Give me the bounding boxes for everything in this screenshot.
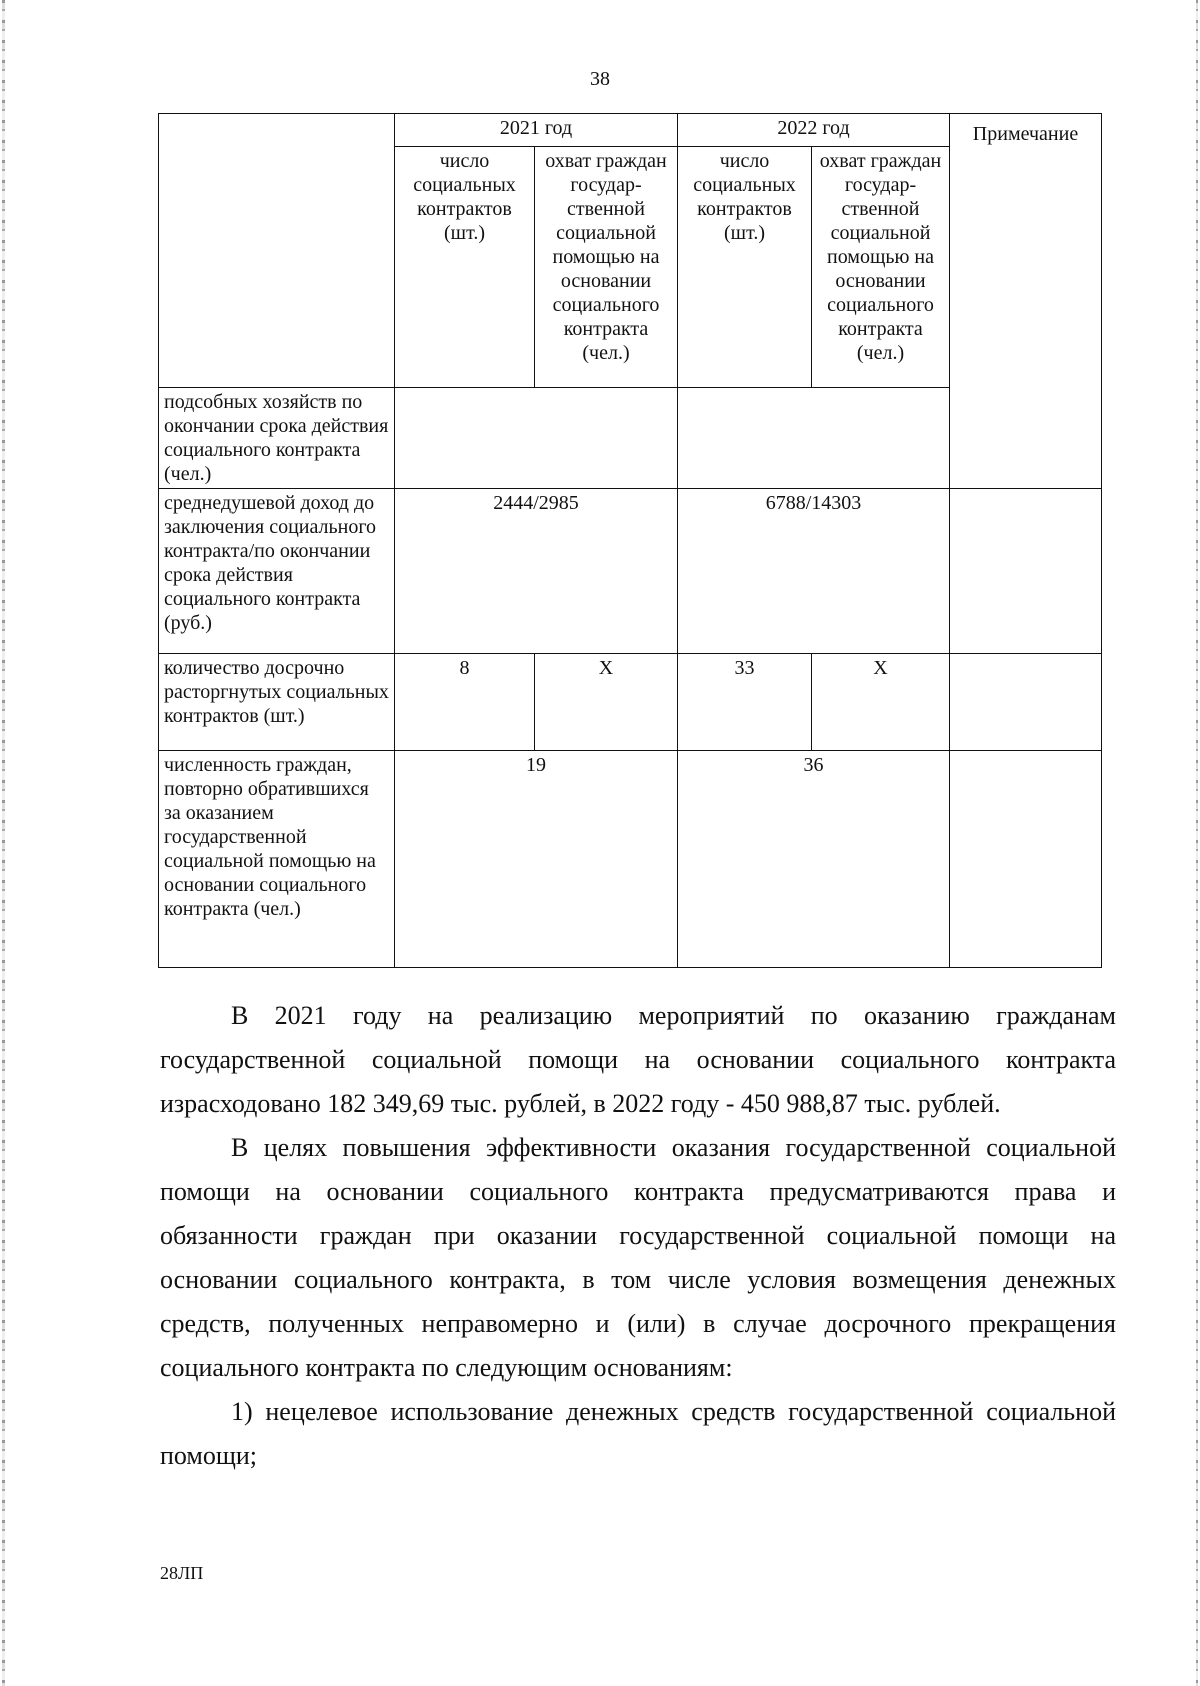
subheader-2021-count: число социальных контрактов (шт.)	[395, 147, 535, 388]
paragraph-rights: В целях повышения эффективности оказания государственной социальной помощи на основании социального контракта предусматриваются права и обязанности граждан при оказании государственной социальной помощи на основании социального контракта, в том числе условия возмещения денежных средств, полученных неправомерно и (или) в случае досрочного прекращения социального контракта по следующим основаниям:	[160, 1133, 1116, 1382]
table-row	[159, 751, 1102, 968]
row-value-2021-coverage: Х	[535, 654, 678, 751]
table-row	[159, 654, 1102, 751]
row-label: численность граждан, повторно обратившихся за оказанием государственной социальной помощью на основании социального контракта (чел.)	[159, 751, 395, 968]
header-year-2021: 2021 год	[395, 114, 678, 147]
scan-edge-right	[1196, 0, 1198, 1686]
row-value-2022: 6788/14303	[678, 489, 950, 654]
paragraph-list-item-1: 1) нецелевое использование денежных средств государственной социальной помощи;	[160, 1397, 1116, 1470]
row-note	[950, 654, 1102, 751]
header-year-2022: 2022 год	[678, 114, 950, 147]
row-value-2022	[678, 388, 950, 489]
subheader-2022-coverage: охват граждан государ-ственной социальной помощью на основании социального контракта (чел.)	[812, 147, 950, 388]
social-contract-table	[158, 113, 1102, 968]
row-label: количество досрочно расторгнутых социальных контрактов (шт.)	[159, 654, 395, 751]
subheader-2021-coverage: охват граждан государ-ственной социальной помощью на основании социального контракта (чел.)	[535, 147, 678, 388]
table-row	[159, 489, 1102, 654]
page-number: 38	[590, 68, 610, 90]
row-value-2022-count: 33	[678, 654, 812, 751]
row-value-2022: 36	[678, 751, 950, 968]
row-label: среднедушевой доход до заключения социального контракта/по окончании срока действия социального контракта (руб.)	[159, 489, 395, 654]
row-note	[950, 751, 1102, 968]
row-value-2021: 2444/2985	[395, 489, 678, 654]
scan-edge-left	[2, 0, 5, 1686]
row-note	[950, 489, 1102, 654]
row-value-2021	[395, 388, 678, 489]
footer-doc-code: 28ЛП	[160, 1563, 204, 1583]
header-empty-cell	[159, 114, 395, 388]
row-value-2021: 19	[395, 751, 678, 968]
table-header-row	[159, 114, 1102, 147]
row-value-2021-count: 8	[395, 654, 535, 751]
body-text	[160, 994, 1116, 1478]
subheader-2022-count: число социальных контрактов (шт.)	[678, 147, 812, 388]
row-label: подсобных хозяйств по окончании срока действия социального контракта (чел.)	[159, 388, 395, 489]
row-value-2022-coverage: Х	[812, 654, 950, 751]
header-note: Примечание	[950, 114, 1102, 489]
paragraph-expenses: В 2021 году на реализацию мероприятий по оказанию гражданам государственной социальной помощи на основании социального контракта израсходовано 182 349,69 тыс. рублей, в 2022 году - 450 988,87 тыс. рублей.	[160, 1001, 1116, 1118]
